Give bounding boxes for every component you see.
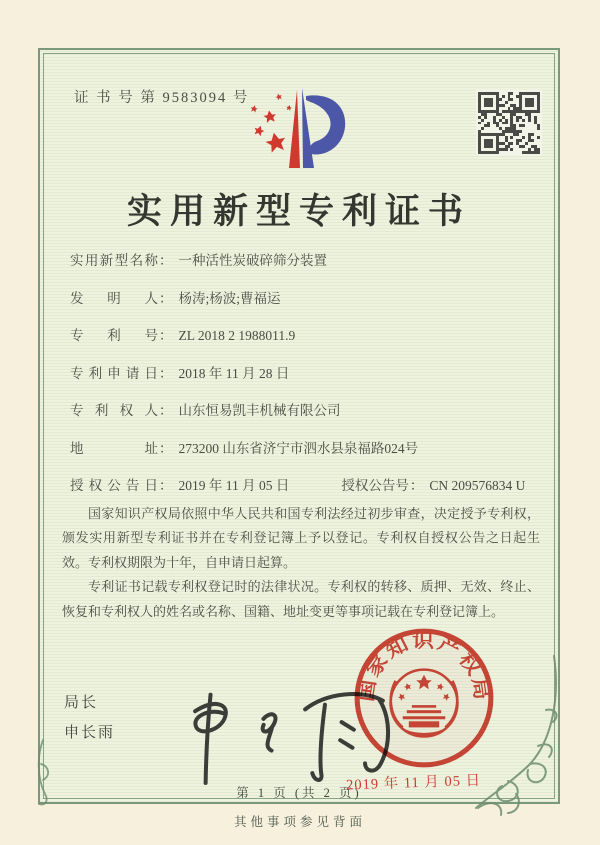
certificate-number-value: 9583094 xyxy=(162,90,228,106)
certificate-number-prefix: 证 书 号 第 xyxy=(74,90,157,106)
field-colon: ： xyxy=(159,365,173,381)
field-row-grant xyxy=(70,475,534,497)
grant-number-label: 授权公告号 xyxy=(341,478,409,493)
field-list xyxy=(70,250,534,513)
legal-text xyxy=(62,502,540,624)
field-row-patent-number xyxy=(70,325,534,347)
field-colon: ： xyxy=(159,440,173,456)
field-label: 专利号 xyxy=(70,328,158,343)
grant-number-value: CN 209576834 U xyxy=(429,478,526,493)
flourish-svg xyxy=(468,650,568,820)
field-colon: ： xyxy=(159,403,173,418)
field-colon: ： xyxy=(159,253,173,268)
certificate-number-line xyxy=(74,86,249,107)
grant-date-label: 授权公告日 xyxy=(70,478,158,493)
officer-title: 局长 xyxy=(64,695,99,711)
field-colon: ： xyxy=(159,290,173,306)
seal-date: 2019 年 11 月 05 日 xyxy=(345,772,482,794)
field-value: 2018 年 11 月 28 日 xyxy=(178,365,290,381)
field-label: 实用新型名称 xyxy=(70,253,158,268)
field-label: 专利权人 xyxy=(70,403,158,418)
legal-paragraph-2: 专利证书记载专利权登记时的法律状况。专利权的转移、质押、无效、终止、恢复和专利权人的姓名或名称、国籍、地址变更等事项记载在专利登记簿上。 xyxy=(62,579,540,619)
field-label: 地址 xyxy=(70,440,158,456)
left-flourish-icon xyxy=(31,738,57,808)
field-row-patentee xyxy=(70,400,534,422)
field-row-filing-date xyxy=(70,363,534,385)
field-label: 发明人 xyxy=(70,290,158,306)
field-colon: ： xyxy=(409,478,424,493)
field-row-inventor xyxy=(70,288,534,310)
certificate-panel xyxy=(38,48,560,804)
qr-code xyxy=(476,90,542,156)
seal-org-text: 国家知识产权局 xyxy=(356,631,492,704)
field-value: 一种活性炭破碎筛分装置 xyxy=(178,253,327,268)
field-label: 专利申请日 xyxy=(70,365,158,381)
field-row-address xyxy=(70,438,534,460)
cnipa-logo-svg xyxy=(245,80,355,180)
field-value: 山东恒易凯丰机械有限公司 xyxy=(178,403,341,418)
flourish-left-svg xyxy=(31,738,57,808)
corner-flourish-icon xyxy=(468,650,568,820)
back-side-note: 其他事项参见背面 xyxy=(233,815,366,829)
field-value: ZL 2018 2 1988011.9 xyxy=(178,328,296,343)
field-row-name xyxy=(70,250,534,272)
cnipa-logo-icon xyxy=(245,80,355,180)
certificate-title: 实用新型专利证书 xyxy=(126,192,471,231)
legal-paragraph-1: 国家知识产权局依照中华人民共和国专利法经过初步审查，决定授予专利权，颁发实用新型专利证书并在专利登记簿上予以登记。专利权自授权公告之日起生效。专利权期限为十年，自申请日起算。 xyxy=(62,506,540,570)
grant-date-value: 2019 年 11 月 05 日 xyxy=(178,478,290,493)
officer-block xyxy=(64,688,115,748)
certificate-number-suffix: 号 xyxy=(232,90,250,106)
page-number: 第 1 页 (共 2 页) xyxy=(236,786,362,800)
field-value: 杨涛;杨波;曹福运 xyxy=(178,290,281,306)
field-colon: ： xyxy=(159,478,173,493)
field-colon: ： xyxy=(159,328,173,343)
officer-name: 申长雨 xyxy=(64,725,116,741)
field-value: 273200 山东省济宁市泗水县泉福路024号 xyxy=(178,440,419,456)
